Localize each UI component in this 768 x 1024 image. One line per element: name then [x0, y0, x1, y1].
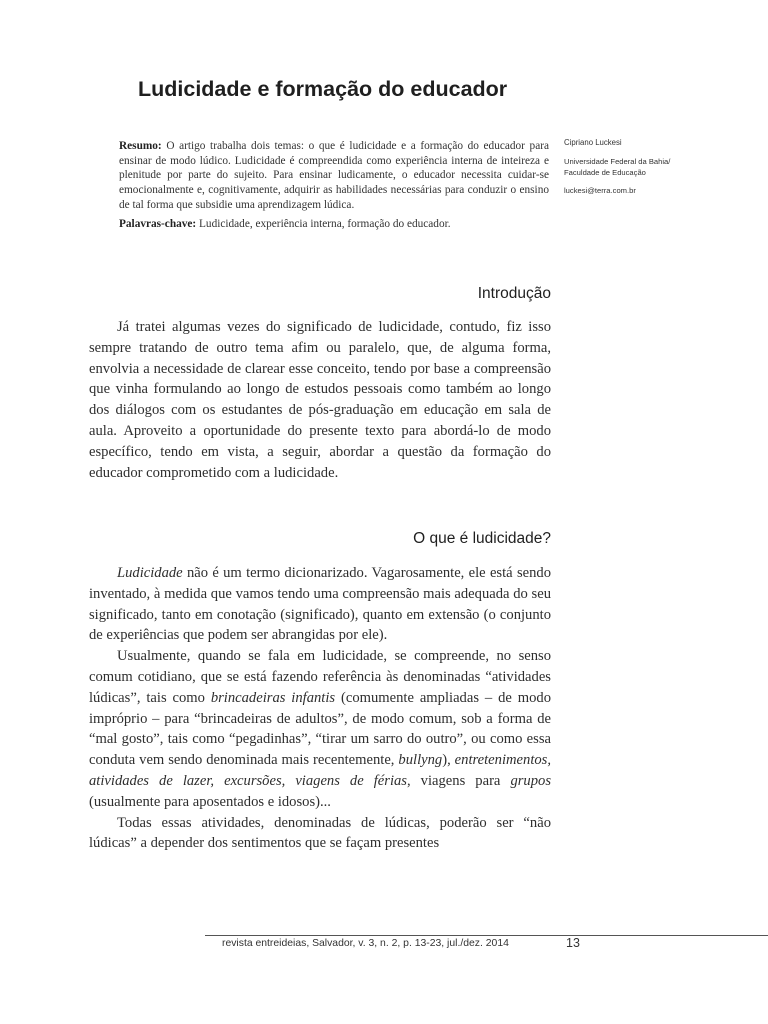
- ludicidade-paragraph-3: Todas essas atividades, denominadas de lúdicas, poderão ser “não lúdicas” a depender dos sentimentos que se façam presentes: [89, 814, 551, 852]
- abstract-paragraph: [119, 139, 549, 213]
- section-heading-o-que-e-ludicidade: O que é ludicidade?: [413, 530, 551, 547]
- footer-citation: revista entreideias, Salvador, v. 3, n. 2, p. 13-23, jul./dez. 2014: [222, 938, 509, 949]
- author-affiliation-line-2: Faculdade de Educação: [564, 168, 646, 177]
- ludicidade-p2-em-bullyng: bullyng: [398, 752, 443, 769]
- author-info: [564, 136, 724, 198]
- ludicidade-body: [89, 563, 551, 854]
- ludicidade-paragraph-2: [89, 646, 551, 812]
- ludicidade-p2-em-entretenimentos: entretenimentos, atividades de lazer, excursões, viagens de férias: [89, 752, 551, 789]
- footer-divider: [205, 935, 768, 936]
- keywords-paragraph: [119, 217, 549, 232]
- author-affiliation-line-1: Universidade Federal da Bahia/: [564, 157, 671, 166]
- section-heading-introducao: Introdução: [477, 285, 551, 302]
- page-number: 13: [566, 936, 580, 950]
- intro-paragraph: Já tratei algumas vezes do significado de ludicidade, contudo, fiz isso sempre tratando de outro tema afim ou paralelo, que, de alguma forma, envolvia a necessidade de clarear esse conceito, tendo por base a compreensão que vinha formulando ao longo de estudos pessoais como também ao longo dos diálogos com os estudantes de pós-graduação em educação em sala de aula. Aproveito a oportunidade do presente texto para abordá-lo de modo específico, tendo em vista, a seguir, abordar a questão da formação do educador comprometido com a ludicidade.: [89, 319, 551, 481]
- keywords-text: Ludicidade, experiência interna, formação do educador.: [199, 217, 451, 230]
- keywords-label: Palavras-chave:: [119, 217, 197, 230]
- article-title: Ludicidade e formação do educador: [138, 77, 508, 101]
- ludicidade-p1-text: não é um termo dicionarizado. Vagarosamente, ele está sendo inventado, à medida que vamos tendo uma compreensão mais adequada do seu significado, tanto em conotação (significado), quanto em extensão (o conjunto de experiências que podem ser abrangidas por ele).: [89, 565, 551, 644]
- intro-body: [89, 317, 551, 483]
- author-affiliation: [564, 156, 724, 178]
- abstract-block: [119, 139, 549, 231]
- ludicidade-p2-em-brincadeiras: brincadeiras infantis: [210, 689, 336, 706]
- abstract-text: O artigo trabalha dois temas: o que é ludicidade e a formação do educador para ensinar de modo lúdico. Ludicidade é compreendida como experiência interna de inteireza e plenitude por parte do sujeito. Para ensinar ludicamente, o educador necessita cuidar-se emocionalmente e, cognitivamente, adquirir as habilidades necessárias para conduzir o ensino de tal forma que subsidie uma aprendizagem lúdica.: [119, 140, 549, 211]
- ludicidade-p2-text-e: (usualmente para aposentados e idosos)...: [89, 793, 331, 810]
- author-email: luckesi@terra.com.br: [564, 186, 636, 195]
- ludicidade-p2-text-a: Usualmente, quando se fala em ludicidade, se compreende, no senso comum cotidiano, que se está fazendo referência às denominadas “atividades lúdicas”, tais como: [89, 648, 551, 706]
- author-name: Cipriano Luckesi: [564, 138, 622, 147]
- ludicidade-paragraph-1: [89, 563, 551, 646]
- ludicidade-p2-text-b: (comumente ampliadas – de modo impróprio – para “brincadeiras de adultos”, de modo comum, sob a forma de “mal gosto”, tais como “pegadinhas”, “tirar um sarro do outro”, ou como essa conduta vem sendo denominada mais recentemente,: [89, 689, 551, 769]
- ludicidade-p2-text-d: , viagens para: [407, 772, 511, 789]
- ludicidade-p2-em-grupos: grupos: [510, 772, 551, 789]
- ludicidade-term: Ludicidade: [117, 565, 183, 581]
- abstract-label: Resumo:: [119, 140, 162, 152]
- ludicidade-p2-text-c: ),: [442, 752, 455, 769]
